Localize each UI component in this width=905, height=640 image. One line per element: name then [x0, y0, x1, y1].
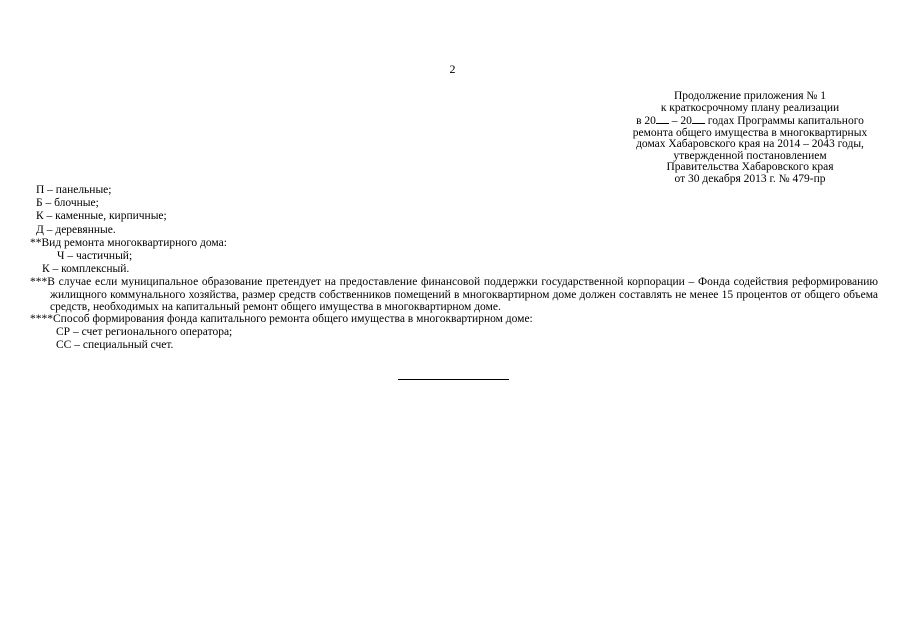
header-line-3-part-c: годах Программы капитального: [704, 115, 864, 127]
header-line-7: Правительства Хабаровского края: [666, 161, 834, 173]
header-line-6: утвержденной постановлением: [673, 149, 827, 162]
header-line-3-part-a: в 20: [636, 115, 656, 127]
header-line-8: от 30 декабря 2013 г. № 479-пр: [674, 172, 826, 185]
header-line-1: Продолжение приложения № 1: [673, 90, 827, 102]
end-divider: [398, 379, 509, 380]
fund-method-regional: СР – счет регионального оператора;: [56, 326, 233, 339]
wall-type-wood: Д – деревянные.: [36, 223, 116, 236]
financial-support-note: ***В случае если муниципальное образование претендует на предоставление финансовой поддержки государственной корпорации – Фонда содействия реформированию жилищного коммунального хозяйства, размер средств собственников помещений в многоквартирном доме должен составлять не менее 15 процентов от общего объема средств, необходимых на капитальный ремонт общего имущества в многоквартирном доме.: [30, 276, 878, 313]
repair-type-complex: К – комплексный.: [42, 263, 130, 276]
fund-method-special: СС – специальный счет.: [56, 339, 174, 352]
fund-method-heading: ****Способ формирования фонда капитального ремонта общего имущества в многоквартирном доме:: [30, 313, 533, 326]
header-line-2: к краткосрочному плану реализации: [660, 101, 840, 114]
repair-type-partial: Ч – частичный;: [57, 250, 133, 263]
header-line-5: домах Хабаровского края на 2014 – 2043 годы,: [636, 138, 864, 150]
repair-type-heading: **Вид ремонта многоквартирного дома:: [30, 236, 227, 249]
header-line-3: [600, 114, 900, 128]
wall-type-stone: К – каменные, кирпичные;: [36, 210, 167, 223]
footnotes: [30, 184, 878, 353]
wall-type-panel: П – панельные;: [36, 184, 112, 196]
wall-type-block: Б – блочные;: [36, 197, 99, 210]
page-number: 2: [449, 62, 456, 76]
header-line-3-part-b: – 20: [668, 115, 692, 127]
blank-year-start: [656, 114, 669, 124]
header-line-4: ремонта общего имущества в многоквартирных: [632, 126, 868, 139]
blank-year-end: [692, 114, 705, 124]
appendix-header: [600, 91, 900, 185]
